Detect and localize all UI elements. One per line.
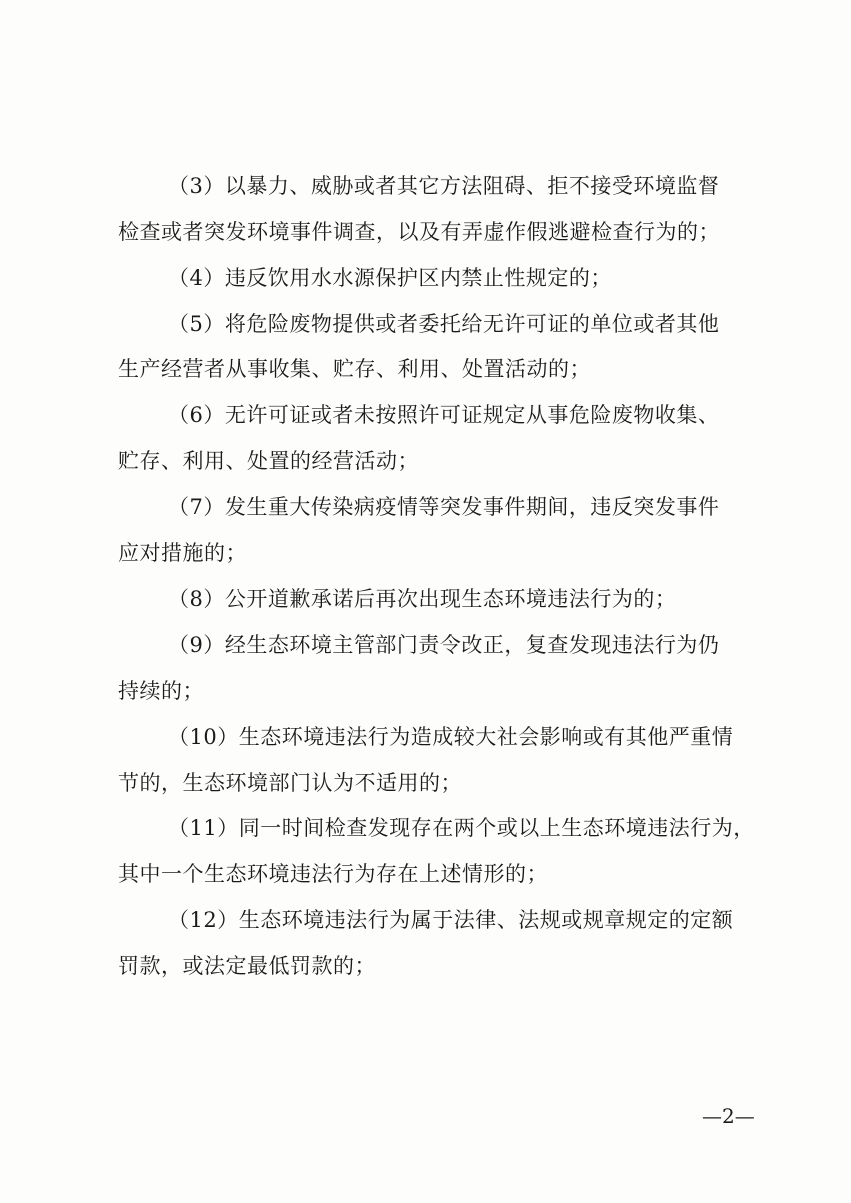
clause-11-line-1: （11）同一时间检查发现存在两个或以上生态环境违法行为，	[168, 816, 755, 840]
clause-5-line-1: （5）将危险废物提供或者委托给无许可证的单位或者其他	[168, 312, 720, 336]
clause-10-line-2: 节的，生态环境部门认为不适用的；	[118, 771, 462, 795]
clause-6-line-1: （6）无许可证或者未按照许可证规定从事危险废物收集、	[168, 403, 720, 427]
page-number: —2—	[702, 1104, 755, 1128]
clause-12-line-2: 罚款，或法定最低罚款的；	[118, 954, 376, 978]
clause-10-line-1: （10）生态环境违法行为造成较大社会影响或有其他严重情	[168, 725, 734, 749]
clause-8-line-1: （8）公开道歉承诺后再次出现生态环境违法行为的；	[168, 587, 677, 611]
clause-3-line-1: （3）以暴力、威胁或者其它方法阻碍、拒不接受环境监督	[168, 174, 720, 198]
clause-3-line-2: 检查或者突发环境事件调查，以及有弄虚作假逃避检查行为的；	[118, 220, 720, 244]
clause-9-line-1: （9）经生态环境主管部门责令改正，复查发现违法行为仍	[168, 633, 720, 657]
clause-7-line-1: （7）发生重大传染病疫情等突发事件期间，违反突发事件	[168, 495, 720, 519]
clause-11-line-2: 其中一个生态环境违法行为存在上述情形的；	[118, 862, 548, 886]
clause-7-line-2: 应对措施的；	[118, 541, 247, 565]
clause-12-line-1: （12）生态环境违法行为属于法律、法规或规章规定的定额	[168, 908, 734, 932]
clause-6-line-2: 贮存、利用、处置的经营活动；	[118, 449, 419, 473]
clause-9-line-2: 持续的；	[118, 679, 204, 703]
clause-5-line-2: 生产经营者从事收集、贮存、利用、处置活动的；	[118, 357, 591, 381]
clause-4-line-1: （4）违反饮用水水源保护区内禁止性规定的；	[168, 266, 612, 290]
